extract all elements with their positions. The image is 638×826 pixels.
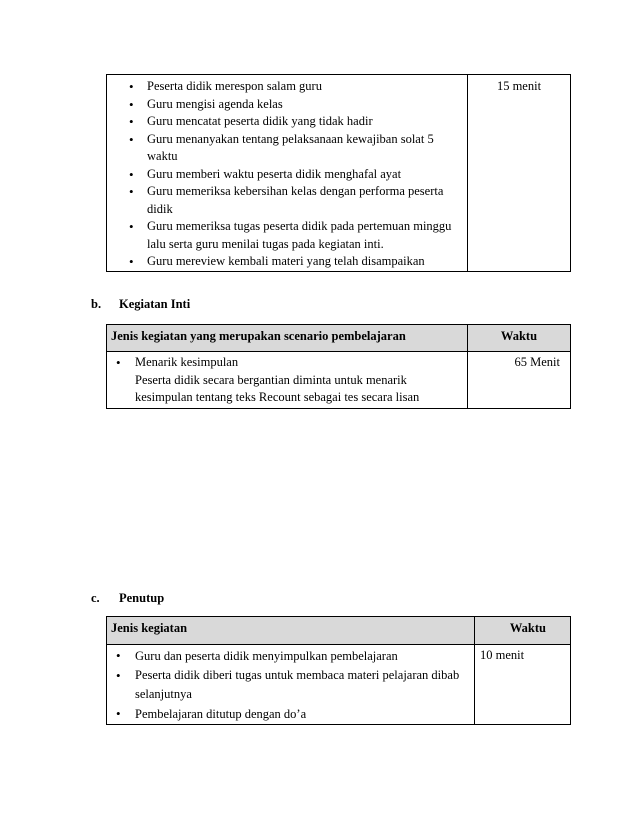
section-letter: b. — [91, 297, 102, 311]
list-item: • Guru mereview kembali materi yang telah disampaikan — [107, 253, 467, 271]
list-item — [107, 353, 467, 406]
time-cell — [468, 75, 571, 272]
activity-cell — [107, 352, 468, 409]
list-item: • Guru dan peserta didik menyimpulkan pembelajaran — [107, 646, 474, 666]
activity-list — [107, 78, 467, 271]
time-value: 65 Menit — [514, 355, 560, 369]
table-row — [107, 75, 571, 272]
list-item: • Guru memeriksa tugas peserta didik pada pertemuan minggu lalu serta guru menilai tugas pada kegiatan inti. — [107, 218, 467, 253]
activity-list — [107, 353, 467, 406]
column-header-time: Waktu — [468, 325, 571, 352]
list-item: • Peserta didik merespon salam guru — [107, 78, 467, 96]
activity-cell — [107, 645, 475, 725]
section-title: Kegiatan Inti — [119, 297, 191, 311]
list-item: • Pembelajaran ditutup dengan do’a — [107, 704, 474, 724]
section-b-heading — [91, 297, 190, 312]
closing-activities-table — [106, 616, 571, 725]
time-cell — [468, 352, 571, 409]
list-item: • Guru memeriksa kebersihan kelas dengan performa peserta didik — [107, 183, 467, 218]
list-item-label: Menarik kesimpulan — [135, 355, 239, 369]
list-item: • Peserta didik diberi tugas untuk membaca materi pelajaran dibab selanjutnya — [107, 666, 474, 704]
table-header-row — [107, 325, 571, 352]
time-value: 15 menit — [496, 79, 542, 93]
table-row — [107, 352, 571, 409]
section-title: Penutup — [119, 591, 165, 605]
time-cell — [475, 645, 571, 725]
list-item: • Guru mencatat peserta didik yang tidak hadir — [107, 113, 467, 131]
column-header-time: Waktu — [475, 617, 571, 645]
core-activities-table — [106, 324, 571, 409]
table-header-row — [107, 617, 571, 645]
opening-activities-table — [106, 74, 571, 272]
section-c-heading — [91, 591, 164, 606]
activity-list — [107, 646, 474, 724]
table-row — [107, 645, 571, 725]
list-item-detail: Peserta didik secara bergantian diminta untuk menarik kesimpulan tentang teks Recount sebagai tes secara lisan — [135, 373, 420, 404]
list-item: • Guru mengisi agenda kelas — [107, 96, 467, 114]
time-value: 10 menit — [480, 648, 525, 662]
activity-cell — [107, 75, 468, 272]
column-header-activity: Jenis kegiatan yang merupakan scenario pembelajaran — [107, 325, 468, 352]
list-item: • Guru memberi waktu peserta didik menghafal ayat — [107, 166, 467, 184]
section-letter: c. — [91, 591, 100, 605]
column-header-activity: Jenis kegiatan — [107, 617, 475, 645]
list-item: • Guru menanyakan tentang pelaksanaan kewajiban solat 5 waktu — [107, 131, 467, 166]
